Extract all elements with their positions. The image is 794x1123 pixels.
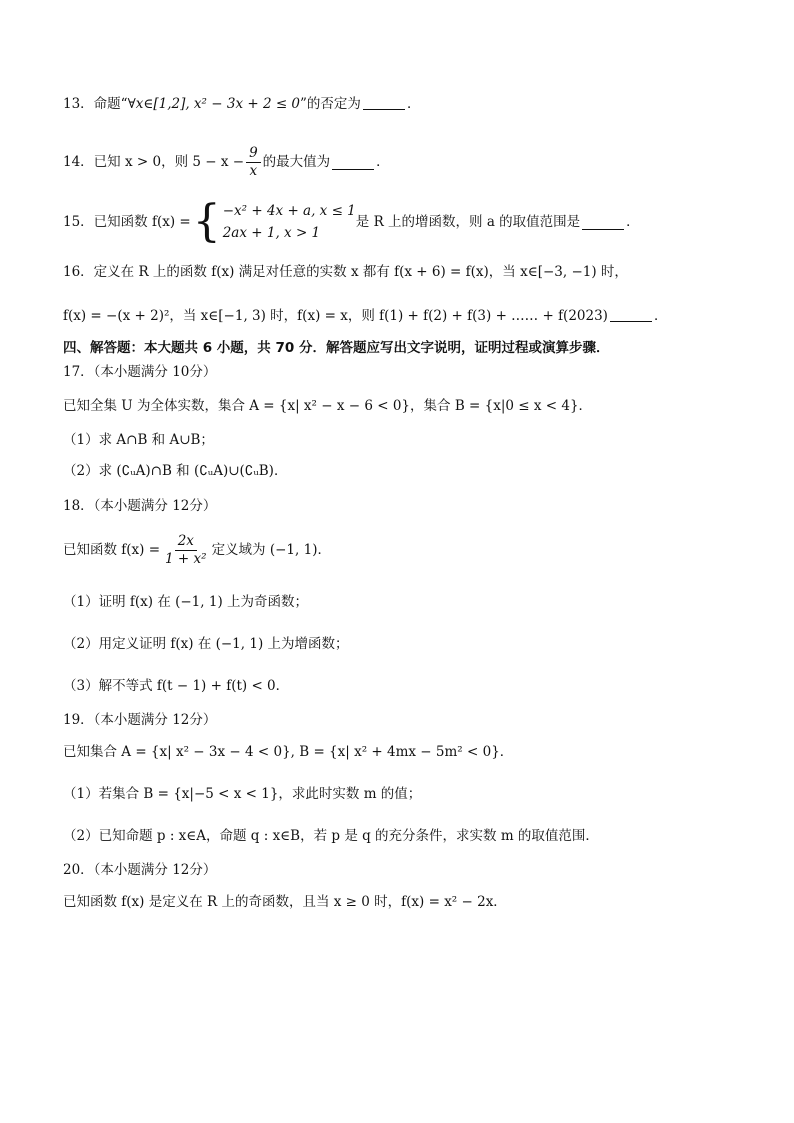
left-brace-icon: { <box>192 196 221 247</box>
fraction-numerator: 9 <box>246 145 261 163</box>
q18-part-3: （3）解不等式 f(t − 1) + f(t) < 0． <box>63 678 290 694</box>
q19-part-2: （2）已知命题 p : x∈A，命题 q : x∈B，若 p 是 q 的充分条件，求实数 m 的取值范围． <box>63 828 599 844</box>
q14-fraction <box>246 145 261 180</box>
q17-part-2: （2）求 (∁ᵤA)∩B 和 (∁ᵤA)∪(∁ᵤB)． <box>63 463 288 479</box>
q19-part-1: （1）若集合 B = {x|−5 < x < 1}，求此时实数 m 的值； <box>63 786 422 802</box>
question-15 <box>63 198 640 246</box>
q18-title: 18．（本小题满分 12分） <box>63 498 217 514</box>
q19-stem: 已知集合 A = {x| x² − 3x − 4 < 0}, B = {x| x² + 4mx − 5m² < 0}． <box>63 744 514 760</box>
q17-stem: 已知全集 U 为全体实数，集合 A = {x| x² − x − 6 < 0}，集合 B = {x|0 ≤ x < 4}． <box>63 398 593 414</box>
q18-part-2: （2）用定义证明 f(x) 在 (−1, 1) 上为增函数； <box>63 636 349 652</box>
question-13 <box>63 94 420 114</box>
answer-blank[interactable] <box>610 307 652 322</box>
q15-end: ． <box>626 214 640 230</box>
question-14 <box>63 140 390 184</box>
q14-suffix: 的最大值为 <box>262 154 331 170</box>
q13-end: ． <box>406 96 421 112</box>
q19-title: 19．（本小题满分 12分） <box>63 712 217 728</box>
q16-end: ． <box>653 308 668 324</box>
answer-blank[interactable] <box>332 155 374 170</box>
q18-stem <box>63 528 331 572</box>
q17-title: 17．（本小题满分 10分） <box>63 364 217 380</box>
q15-piecewise <box>191 196 356 247</box>
q13-prefix: 13．命题“ <box>63 96 128 112</box>
q18-stem-suffix: 定义域为 (−1, 1)． <box>211 542 331 558</box>
piecewise-case-2: 2ax + 1, x > 1 <box>222 225 321 241</box>
q15-suffix: 是 R 上的增函数，则 a 的取值范围是 <box>355 214 581 230</box>
q13-math: ∀x∈[1,2], x² − 3x + 2 ≤ 0 <box>127 96 301 112</box>
fraction-denominator: 1 + x² <box>165 550 207 567</box>
q20-stem: 已知函数 f(x) 是定义在 R 上的奇函数，且当 x ≥ 0 时，f(x) = x² − 2x． <box>63 894 507 910</box>
question-16-line-2 <box>63 306 667 326</box>
answer-blank[interactable] <box>582 215 624 230</box>
q14-prefix: 14．已知 x > 0，则 5 − x − <box>63 154 245 170</box>
fraction-denominator: x <box>249 162 258 179</box>
answer-blank[interactable] <box>363 95 405 110</box>
q18-part-1: （1）证明 f(x) 在 (−1, 1) 上为奇函数； <box>63 594 309 610</box>
q20-title: 20．（本小题满分 12分） <box>63 862 217 878</box>
piecewise-case-1: −x² + 4x + a, x ≤ 1 <box>222 203 356 219</box>
q17-part-1: （1）求 A∩B 和 A∪B； <box>63 432 214 448</box>
q16-text-2: f(x) = −(x + 2)²，当 x∈[−1, 3) 时，f(x) = x，则 f(1) + f(2) + f(3) + …… + f(2023) <box>63 308 608 324</box>
q18-fraction <box>162 533 210 568</box>
q18-stem-prefix: 已知函数 f(x) = <box>63 542 161 558</box>
section-heading: 四、解答题：本大题共 6 小题，共 70 分．解答题应写出文字说明，证明过程或演算步骤． <box>63 340 610 356</box>
fraction-numerator: 2x <box>175 533 197 551</box>
q14-end: ． <box>376 154 390 170</box>
q16-text-1: 16．定义在 R 上的函数 f(x) 满足对任意的实数 x 都有 f(x + 6) = f(x)，当 x∈[−3, −1) 时， <box>63 264 628 280</box>
q15-prefix: 15．已知函数 f(x) = <box>63 214 191 230</box>
question-16-line-1 <box>63 262 628 282</box>
q13-suffix: ”的否定为 <box>300 96 361 112</box>
